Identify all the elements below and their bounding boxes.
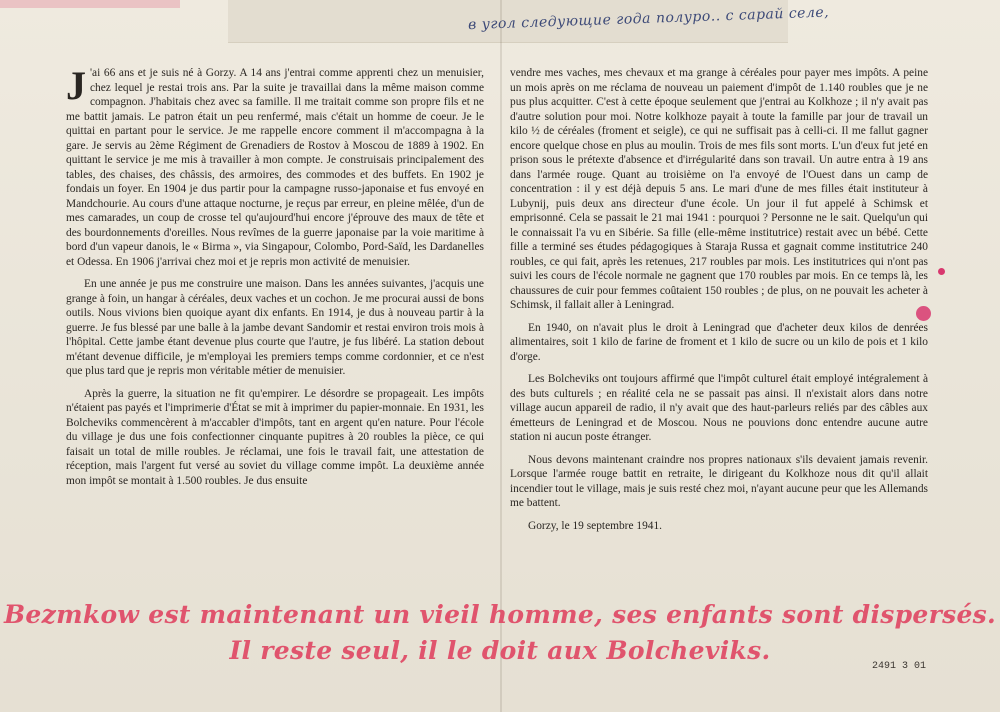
paragraph: En une année je pus me construire une maison. Dans les années suivantes, j'acquis une grange à foin, un hangar à céréales, deux vaches et un cochon. Je me procurai aussi de bons outils. Nous vivions bien quoique ayant dix enfants. En 1914, je dus à nouveau partir à la guerre. Je fus blessé par une balle à la jambe devant Sandomir et restai environ trois mois à l'hôpital. Cette jambe étant devenue plus courte que l'autre, je fus libéré. La station debout m'étant devenue difficile, je m'employai les premiers temps comme cordonnier, et ce n'est que plus tard que je repris mon véritable métier de menuisier. xyxy=(66,278,484,377)
ink-stain xyxy=(916,306,931,321)
paragraph: Après la guerre, la situation ne fit qu'empirer. Le désordre se propageait. Les impôts n'étaient pas payés et l'imprimerie d'État se mit à imprimer du papier-monnaie. En 1931, les Bolcheviks commencèrent à m'accabler d'impôts, tant en argent qu'en nature. Pour l'école du village je dus une fois confectionner cinquante pupitres à 20 roubles la pièce, ce qui faisait un total de mille roubles. Je réclamai, une fois le travail fait, une attestation de réception, mais l'argent fut versé au soviet du village comme impôt. La deuxième année mon impôt se montait à 1.500 roubles. Je dus ensuite xyxy=(66,387,484,487)
right-column xyxy=(510,66,928,541)
slogan-line-2: Il reste seul, il le doit aux Bolcheviks. xyxy=(229,636,771,665)
paragraph: vendre mes vaches, mes chevaux et ma grange à céréales pour payer mes impôts. A peine un mois après on me réclama de nouveau un paiement d'impôt de 1.140 roubles que je ne pus plus acquitter. C'est à cette époque seulement que j'entrai au Kolkhoze ; il n'y avait pas d'autre solution pour moi. Notre kolkhoze payait à toute la famille par jour de travail un kilo ½ de céréales (froment et seigle), ce qui ne suffisait pas à celli-ci. Il me fallut gagner encore quelque chose en plus au moulin. Trois de mes fils sont morts. L'un d'eux fut jeté en prison sous le prétexte d'absence et d'irrégularité dans son travail. Un autre entra à 19 ans dans l'armée rouge. Quant au troisième on l'a envoyé de l'Ouest dans un camp de concentration : il y est déjà depuis 5 ans. Le mari d'une de mes filles était instituteur à Lubynij, puis deux ans directeur d'une école. Un jour il fut appelé à Schimsk et emprisonné. Cela se passait le 21 mai 1941 : pourquoi ? Personne ne le sait. Quelqu'un qui le connaissait l'a vu en Sibérie. Sa fille (elle-même institutrice) restait avec un bébé. Cette fille a terminé ses études pédagogiques à Staraja Russa et gagnait comme institutrice 240 roubles, ce qui fait, après les retenues, 217 roubles par mois. Les institutrices qui n'ont pas suivi les cours de l'école normale ne gagnent que 170 roubles par mois. En ce temps là, les chaussures de cuir pour femmes coûtaient 150 roubles ; de plus, on ne pouvait les acheter à Schimsk, il fallait aller à Leningrad. xyxy=(510,67,928,311)
paragraph: En 1940, on n'avait plus le droit à Leningrad que d'acheter deux kilos de denrées alimentaires, soit 1 kilo de farine de froment et 1 kilo de sucre ou un kilo de pois et 1 kilo d'orge. xyxy=(510,321,928,363)
handwritten-annotation-strip xyxy=(228,0,830,43)
paragraph: Nous devons maintenant craindre nos propres nationaux s'ils devaient jamais revenir. Lorsque l'armée rouge battit en retraite, le dirigeant du Kolkhoze nous dit qu'il allait incendier tout le village, mais je suis resté chez moi, n'ayant aucune peur que les Allemands me battent. xyxy=(510,453,928,509)
drop-cap: J xyxy=(66,63,86,108)
red-ink-fragment xyxy=(0,0,180,8)
left-column xyxy=(66,63,484,496)
handwritten-note: в угол следующие года полуро.. с сарай селе, xyxy=(467,4,830,34)
slogan-line-1: Bezmkow est maintenant un vieil homme, ses enfants sont dispersés. xyxy=(3,600,997,629)
date-signature: Gorzy, le 19 septembre 1941. xyxy=(528,519,663,532)
ink-stain xyxy=(938,268,945,275)
paragraph: Les Bolcheviks ont toujours affirmé que l'impôt culturel était employé intégralement à des buts culturels ; en réalité cela ne se passait pas ainsi. Il n'existait alors dans notre village aucun appareil de radio, il n'y avait que des haut-parleurs reliés par des câbles aux émetteurs de Leningrad et de Moscou. Nous ne pouvions donc entendre aucune autre station ni aucun poste étranger. xyxy=(510,373,928,443)
paragraph: J 'ai 66 ans et je suis né à Gorzy. A 14 ans j'entrai comme apprenti chez un menuisier, chez lequel je restai trois ans. Par la suite je travaillai dans la même maison comme compagnon. J'habitais chez avec sa famille. Il me traitait comme son propre fils et ne me battit jamais. Le patron était un peu renfermé, mais c'était un homme de coeur. Je le quittai en partant pour le service. Je me rappelle encore comment il m'accompagna à la gare. Je servis au 2ème Régiment de Grenadiers de Rostov à Moscou de 1889 à 1902. En quittant le service je me mis à travailler à mon compte. Je construisais principalement des tables, des chaises, des châssis, des armoires, des commodes et des buffets. En 1902 je fondais un foyer. En 1904 je dus partir pour la campagne russo-japonaise et fus envoyé en Mandchourie. Au cours d'une attaque nocturne, je reçus par erreur, en pleine mêlée, d'un de mes camarades, un coup de crosse tel qu'aujourd'hui encore j'éprouve des maux de tête et des bourdonnements d'oreilles. Nous revîmes de la guerre japonaise par la voie maritime à bord d'un vapeur danois, le « Birma », via Singapour, Colombo, Pord-Saïd, les Dardanelles et Odessa. En 1906 j'arrivai chez moi et je repris mon activité de menuisier. xyxy=(66,63,484,268)
print-code: 2491 3 01 xyxy=(872,661,927,672)
